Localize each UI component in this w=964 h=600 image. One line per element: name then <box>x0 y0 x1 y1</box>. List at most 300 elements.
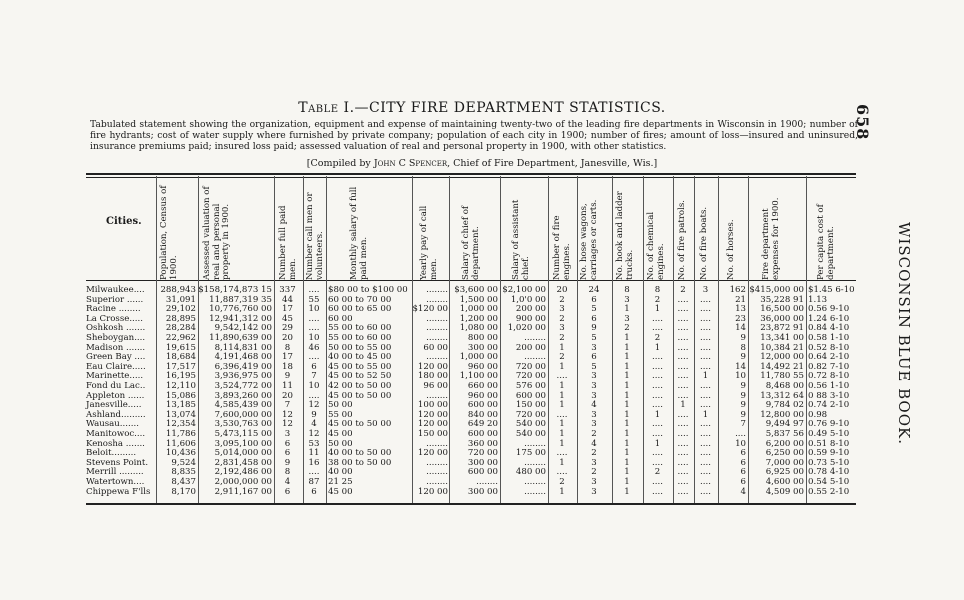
cell-patrols: .... <box>677 304 689 315</box>
cell-salary: 21 25 <box>328 477 353 487</box>
cell-per-capita: 0 88 3-10 <box>808 390 850 401</box>
cell-chemical: .... <box>652 361 663 372</box>
cell-valuation: 7,600,000 00 <box>214 409 272 420</box>
cell-call-men: 4 <box>311 419 317 430</box>
cell-valuation: 3,893,260 00 <box>214 390 272 401</box>
header-boats: No. of fire boats. <box>699 206 709 280</box>
cell-patrols: .... <box>677 448 689 459</box>
cell-hook: 1 <box>624 371 630 382</box>
cell-chemical: .... <box>652 313 663 324</box>
cell-engines: 1 <box>559 457 565 468</box>
table-row <box>0 400 964 410</box>
cell-chief: 720 00 <box>467 448 498 459</box>
cell-hook: 3 <box>624 313 630 324</box>
cell-call-men: 10 <box>308 333 320 343</box>
cell-population: 11,606 <box>165 438 196 449</box>
cell-engines: 1 <box>559 486 565 497</box>
cell-salary: 42 00 to 50 00 <box>328 381 392 391</box>
cell-population: 16,195 <box>165 371 196 382</box>
cell-expenses: 7,000 00 <box>765 457 804 468</box>
cell-boats: .... <box>700 429 711 439</box>
cell-population: 8,835 <box>171 467 196 478</box>
cell-assistant: 576 00 <box>515 381 546 391</box>
cell-salary: 60 00 to 65 00 <box>328 304 392 315</box>
table-row <box>0 333 964 343</box>
cell-full-paid: 7 <box>284 400 291 411</box>
cell-per-capita: 1.13 <box>808 294 828 305</box>
cell-hose: 4 <box>591 438 597 449</box>
table-number: Table I. <box>298 100 355 116</box>
cell-population: 12,354 <box>165 419 196 430</box>
cell-engines: 2 <box>559 477 565 487</box>
cell-engines: 2 <box>559 313 565 324</box>
cell-patrols: .... <box>677 429 689 439</box>
cell-valuation: 9,542,142 00 <box>214 323 272 334</box>
cell-patrols: .... <box>677 390 689 401</box>
cell-yearly-pay: 120 00 <box>417 448 448 459</box>
table-row <box>0 323 964 333</box>
cell-hose: 3 <box>591 477 597 487</box>
cell-population: 28,895 <box>165 313 196 324</box>
cell-full-paid: 12 <box>282 409 293 420</box>
top-rule-2 <box>86 177 856 178</box>
table-row <box>0 362 964 372</box>
cell-salary: 45 00 <box>328 486 353 497</box>
compiled-by <box>0 158 964 169</box>
compiled-pre: [Compiled by <box>306 158 374 169</box>
cell-patrols: 2 <box>680 285 686 295</box>
cell-valuation: 2,000,000 00 <box>214 477 272 487</box>
cell-hook: 1 <box>624 342 630 353</box>
cell-expenses: 35,228 91 <box>760 294 804 305</box>
cell-boats: .... <box>700 381 711 391</box>
cell-expenses: 6,250 00 <box>765 448 804 459</box>
cell-chief: 300 00 <box>467 342 498 353</box>
cell-city: Manitowoc.... <box>86 429 146 439</box>
cell-boats: 1 <box>702 409 709 420</box>
cell-full-paid: 8 <box>284 342 291 353</box>
page-number: 658 <box>853 104 872 141</box>
cell-valuation: 6,396,419 00 <box>214 361 272 372</box>
cell-boats: .... <box>700 333 711 343</box>
cell-patrols: .... <box>677 438 689 449</box>
cell-hose: 6 <box>591 313 597 324</box>
cell-yearly-pay: ........ <box>426 467 448 478</box>
header-valuation: Assessed valuation of real and personal property in 1900. <box>202 186 231 280</box>
cell-per-capita: 1.24 6-10 <box>808 313 850 324</box>
header-call-men: Number call men or volunteers. <box>305 192 325 280</box>
cell-patrols: 1 <box>680 400 686 411</box>
cell-call-men: .... <box>308 323 320 334</box>
cell-population: 8,170 <box>171 486 196 497</box>
cell-call-men: .... <box>308 352 320 363</box>
cell-assistant: 150 00 <box>515 400 546 411</box>
cell-engines: 1 <box>559 438 565 449</box>
cell-assistant: 720 00 <box>515 409 546 420</box>
cell-salary: 50 00 <box>328 438 353 449</box>
cell-valuation: 3,524,772 00 <box>214 381 272 391</box>
cell-boats: .... <box>700 342 711 353</box>
table-row <box>0 391 964 401</box>
cell-salary: 50 00 <box>328 400 353 411</box>
cell-chemical: .... <box>652 486 663 497</box>
cell-hose: 2 <box>591 467 597 478</box>
intro-paragraph: Tabulated statement showing the organization, equipment and expense of maintaining twenty-two of the leading fire departments in Wisconsin in 1900; number of fire hydrants; cost of water supply where furnished by private company; population of each city in 1900; number of fires; amount of loss—insured and uninsured, insurance premiums paid; insured loss paid; assessed valuation of real and personal property in 1900, with other statistics. <box>90 119 858 152</box>
cell-chemical: 1 <box>654 438 661 449</box>
cell-patrols: .... <box>677 333 689 343</box>
cell-per-capita: $1.45 6-10 <box>808 285 855 295</box>
cell-hose: 3 <box>591 409 597 420</box>
cell-call-men: 46 <box>308 342 320 353</box>
header-rule <box>86 280 856 281</box>
cell-call-men: 9 <box>311 409 317 420</box>
cell-chemical: .... <box>652 419 663 430</box>
cell-salary: 45 00 to 50 00 <box>328 390 392 401</box>
cell-hook: 1 <box>624 352 630 363</box>
cell-patrols: .... <box>677 352 689 363</box>
cell-full-paid: 20 <box>282 390 293 401</box>
header-horses: No. of horses. <box>726 219 736 280</box>
cell-full-paid: 17 <box>282 304 293 315</box>
cell-chemical: 2 <box>654 333 661 343</box>
cell-expenses: 4,509 00 <box>765 486 804 497</box>
cell-salary: 50 00 to 55 00 <box>328 342 392 353</box>
cell-chief: 960 00 <box>467 390 498 401</box>
cell-boats: .... <box>700 390 711 401</box>
cell-chemical: .... <box>652 429 663 439</box>
cell-yearly-pay: ........ <box>426 352 448 363</box>
cell-yearly-pay: 180 00 <box>417 371 448 382</box>
title-dash: — <box>354 100 370 116</box>
cell-per-capita: 0.78 4-10 <box>808 467 850 478</box>
cell-chemical: .... <box>652 400 663 411</box>
cell-city: Appleton ...... <box>86 390 145 401</box>
cell-boats: .... <box>700 419 711 430</box>
cell-expenses: 13,312 64 <box>760 390 804 401</box>
table-row <box>0 285 964 295</box>
cell-expenses: 12,800 00 <box>760 409 804 420</box>
cell-yearly-pay: ........ <box>426 313 448 324</box>
cell-horses: 6 <box>740 477 746 487</box>
cell-city: Eau Claire..... <box>86 361 146 372</box>
header-expenses: Fire department expenses for 1900. <box>761 197 781 280</box>
cell-city: Kenosha ....... <box>86 438 145 449</box>
table-row <box>0 352 964 362</box>
cell-hose: 2 <box>591 429 597 439</box>
header-full-paid: Number full paid men. <box>278 205 298 280</box>
cell-expenses: $415,000 00 <box>749 285 804 295</box>
bottom-rule <box>86 503 856 505</box>
cell-hose: 3 <box>591 371 597 382</box>
cell-boats: .... <box>700 438 711 449</box>
cell-hook: 1 <box>624 333 630 343</box>
cell-full-paid: 6 <box>284 486 291 497</box>
cell-expenses: 11,780 55 <box>760 371 804 382</box>
cell-yearly-pay: ........ <box>426 477 448 487</box>
cell-hook: 1 <box>624 361 630 372</box>
cell-patrols: .... <box>677 371 689 382</box>
cell-yearly-pay: ........ <box>426 390 448 401</box>
cell-salary: 45 00 to 50 00 <box>328 419 392 430</box>
cell-per-capita: 0.56 9-10 <box>808 304 850 315</box>
cell-hose: 5 <box>591 361 597 372</box>
cell-yearly-pay: 120 00 <box>417 361 448 372</box>
cell-hook: 1 <box>624 429 630 439</box>
cell-chemical: 8 <box>654 285 661 295</box>
cell-chief: 600 00 <box>467 400 498 411</box>
cell-population: 8,437 <box>171 477 196 487</box>
cell-patrols: .... <box>677 467 689 478</box>
cell-engines: .... <box>556 467 568 478</box>
cell-hook: 1 <box>624 304 630 315</box>
cell-horses: 9 <box>740 409 746 420</box>
cell-hose: 9 <box>591 323 597 334</box>
cell-per-capita: 0.58 1-10 <box>808 333 850 343</box>
cell-engines: 1 <box>559 419 565 430</box>
cell-population: 15,086 <box>165 390 196 401</box>
cell-full-paid: 337 <box>279 285 296 295</box>
cell-expenses: 16,500 00 <box>760 304 804 315</box>
cell-salary: 45 00 <box>328 429 353 439</box>
cell-population: 13,074 <box>165 409 196 420</box>
cell-patrols: .... <box>677 294 689 305</box>
cell-chief: 1,080 00 <box>459 323 498 334</box>
cell-valuation: 3,936,975 00 <box>214 371 272 382</box>
cell-engines: 20 <box>556 285 568 295</box>
header-chief-salary: Salary of chief of department. <box>461 205 481 280</box>
cell-assistant: ........ <box>524 333 546 343</box>
cell-per-capita: 0.72 8-10 <box>808 371 850 382</box>
cell-assistant: 600 00 <box>515 390 546 401</box>
cell-patrols: .... <box>677 361 689 372</box>
cell-chemical: .... <box>652 323 663 334</box>
cell-chemical: .... <box>652 352 663 363</box>
cell-assistant: 480 00 <box>515 467 546 478</box>
cell-hose: 2 <box>591 448 597 459</box>
cell-full-paid: 29 <box>282 323 293 334</box>
cell-chief: 1,000 00 <box>459 352 498 363</box>
cell-expenses: 14,492 21 <box>760 361 804 372</box>
cell-engines: .... <box>556 448 568 459</box>
cell-hose: 3 <box>591 342 597 353</box>
cell-engines: 1 <box>559 400 565 411</box>
cell-full-paid: 18 <box>282 361 293 372</box>
table-row <box>0 295 964 305</box>
cell-population: 11,786 <box>165 429 196 439</box>
cell-expenses: 12,000 00 <box>760 352 804 363</box>
cell-hook: 2 <box>624 323 630 334</box>
header-per-capita: Per capita cost of department. <box>816 204 836 280</box>
cell-city: Watertown.... <box>86 477 145 487</box>
cell-city: Ashland......... <box>86 409 146 420</box>
cell-horses: 10 <box>735 438 746 449</box>
cell-per-capita: 0.55 2-10 <box>808 486 850 497</box>
cell-engines: 1 <box>559 342 565 353</box>
cell-assistant: 900 00 <box>515 313 546 324</box>
cell-valuation: 3,095,100 00 <box>214 438 272 449</box>
cell-engines: .... <box>556 409 568 420</box>
cell-horses: .... <box>735 429 746 439</box>
cell-population: 12,110 <box>165 381 196 391</box>
cell-chief: 600 00 <box>467 467 498 478</box>
table-row <box>0 467 964 477</box>
cell-call-men: .... <box>308 313 320 324</box>
cell-horses: 7 <box>740 419 746 430</box>
cell-expenses: 13,341 00 <box>760 333 804 343</box>
cell-engines: .... <box>556 371 568 382</box>
cell-boats: .... <box>700 400 711 411</box>
cell-chemical: .... <box>652 448 663 459</box>
cell-boats: 1 <box>702 371 709 382</box>
cell-patrols: .... <box>677 419 689 430</box>
table-title <box>0 100 964 116</box>
cell-chief: 1,500 00 <box>459 294 498 305</box>
table-row <box>0 343 964 353</box>
cell-city: Marinette..... <box>86 371 144 382</box>
table-row <box>0 477 964 487</box>
cell-per-capita: 0.54 5-10 <box>808 477 850 487</box>
cell-city: Janesville..... <box>86 400 142 411</box>
cell-yearly-pay: $120 00 <box>412 304 448 315</box>
cell-full-paid: 12 <box>282 419 293 430</box>
cell-engines: 2 <box>559 333 565 343</box>
cell-call-men: 10 <box>308 304 320 315</box>
cell-expenses: 6,200 00 <box>765 438 804 449</box>
cell-city: Beloit......... <box>86 448 137 459</box>
running-head: WISCONSIN BLUE BOOK. <box>895 222 913 446</box>
cell-chemical: .... <box>652 477 663 487</box>
header-cities: Cities. <box>106 216 142 227</box>
header-hose-wagons: No. hose wagons, carriages or carts. <box>579 199 599 280</box>
cell-city: Green Bay .... <box>86 352 146 363</box>
cell-call-men: 16 <box>308 457 320 468</box>
table-row <box>0 371 964 381</box>
cell-call-men: 10 <box>308 381 320 391</box>
cell-horses: 21 <box>735 294 746 305</box>
cell-horses: 14 <box>735 361 746 372</box>
cell-yearly-pay: 100 00 <box>417 400 448 411</box>
cell-yearly-pay: 60 00 <box>423 342 448 353</box>
cell-valuation: 4,585,439 00 <box>214 400 272 411</box>
cell-city: Racine ........ <box>86 304 141 315</box>
cell-hose: 6 <box>591 352 597 363</box>
cell-patrols: .... <box>677 342 689 353</box>
cell-full-paid: 6 <box>284 448 291 459</box>
cell-assistant: 720 00 <box>515 371 546 382</box>
cell-chief: 300 00 <box>467 457 498 468</box>
cell-call-men: 12 <box>308 400 320 411</box>
cell-per-capita: 0.76 9-10 <box>808 419 850 430</box>
cell-boats: .... <box>700 448 711 459</box>
header-patrols: No. of fire patrols. <box>677 200 687 280</box>
cell-patrols: .... <box>677 486 689 497</box>
cell-assistant: ........ <box>524 477 546 487</box>
table-row <box>0 419 964 429</box>
cell-yearly-pay: ........ <box>426 294 448 305</box>
cell-full-paid: 8 <box>284 467 291 478</box>
cell-horses: 9 <box>740 381 746 391</box>
cell-chemical: 2 <box>654 467 661 478</box>
cell-horses: 9 <box>740 352 746 363</box>
cell-hose: 5 <box>591 333 597 343</box>
cell-population: 18,684 <box>165 352 196 363</box>
cell-horses: 9 <box>740 400 746 411</box>
cell-horses: 10 <box>735 371 746 382</box>
cell-valuation: $158,174,873 15 <box>198 285 272 295</box>
cell-yearly-pay: 96 00 <box>423 381 448 391</box>
cell-call-men: 6 <box>311 486 317 497</box>
cell-full-paid: 45 <box>282 313 293 324</box>
cell-salary: 55 00 to 60 00 <box>328 333 392 343</box>
cell-valuation: 5,473,115 00 <box>214 429 272 439</box>
cell-assistant: 200 00 <box>515 342 546 353</box>
cell-salary: 55 00 to 60 00 <box>328 323 392 334</box>
cell-assistant: 200 00 <box>515 304 546 315</box>
cell-salary: 45 00 to 52 50 <box>328 371 392 382</box>
cell-call-men: .... <box>308 390 320 401</box>
cell-assistant: ........ <box>524 457 546 468</box>
cell-per-capita: 0.98 <box>808 409 828 420</box>
cell-population: 13,185 <box>165 400 196 411</box>
cell-assistant: ........ <box>524 486 546 497</box>
cell-horses: 14 <box>735 323 746 334</box>
cell-full-paid: 6 <box>284 438 291 449</box>
cell-yearly-pay: 120 00 <box>417 409 448 420</box>
cell-patrols: .... <box>677 477 689 487</box>
cell-population: 29,102 <box>165 304 196 315</box>
cell-population: 10,436 <box>165 448 196 459</box>
cell-yearly-pay: ........ <box>426 438 448 449</box>
cell-hose: 3 <box>591 457 597 468</box>
cell-call-men: .... <box>308 467 320 478</box>
cell-patrols: .... <box>677 409 689 420</box>
table-row <box>0 439 964 449</box>
cell-patrols: .... <box>677 381 689 391</box>
cell-salary: 40 00 to 45 00 <box>328 352 392 363</box>
compiled-post: , Chief of Fire Department, Janesville, Wis.] <box>447 158 658 169</box>
cell-horses: 8 <box>740 342 746 353</box>
cell-boats: .... <box>700 352 711 363</box>
cell-assistant: ........ <box>524 352 546 363</box>
cell-engines: 1 <box>559 429 565 439</box>
cell-population: 31,091 <box>165 294 196 305</box>
cell-call-men: 7 <box>311 371 317 382</box>
cell-per-capita: 0.73 5-10 <box>808 457 850 468</box>
cell-boats: .... <box>700 486 711 497</box>
cell-city: Milwaukee.... <box>86 285 145 295</box>
cell-call-men: 53 <box>308 438 320 449</box>
cell-assistant: 175 00 <box>515 448 546 459</box>
cell-horses: 4 <box>740 486 746 497</box>
cell-salary: 45 00 to 55 00 <box>328 361 392 372</box>
cell-per-capita: 0.59 9-10 <box>808 448 850 459</box>
cell-horses: 6 <box>740 448 746 459</box>
cell-chemical: 1 <box>654 342 661 353</box>
header-hook-ladder: No. hook and ladder trucks. <box>615 191 635 280</box>
cell-boats: .... <box>700 304 711 315</box>
cell-valuation: 3,530,763 00 <box>214 419 272 430</box>
table-row <box>0 429 964 439</box>
cell-per-capita: 0.82 7-10 <box>808 361 850 372</box>
cell-chief: 960 00 <box>467 361 498 372</box>
table-row <box>0 304 964 314</box>
cell-hook: 1 <box>624 390 630 401</box>
cell-city: Wausau....... <box>86 419 139 430</box>
header-monthly-salary: Monthly salary of full paid men. <box>349 186 369 280</box>
cell-valuation: 4,191,468 00 <box>214 352 272 363</box>
cell-horses: 9 <box>740 390 746 401</box>
cell-chief: ........ <box>476 477 498 487</box>
